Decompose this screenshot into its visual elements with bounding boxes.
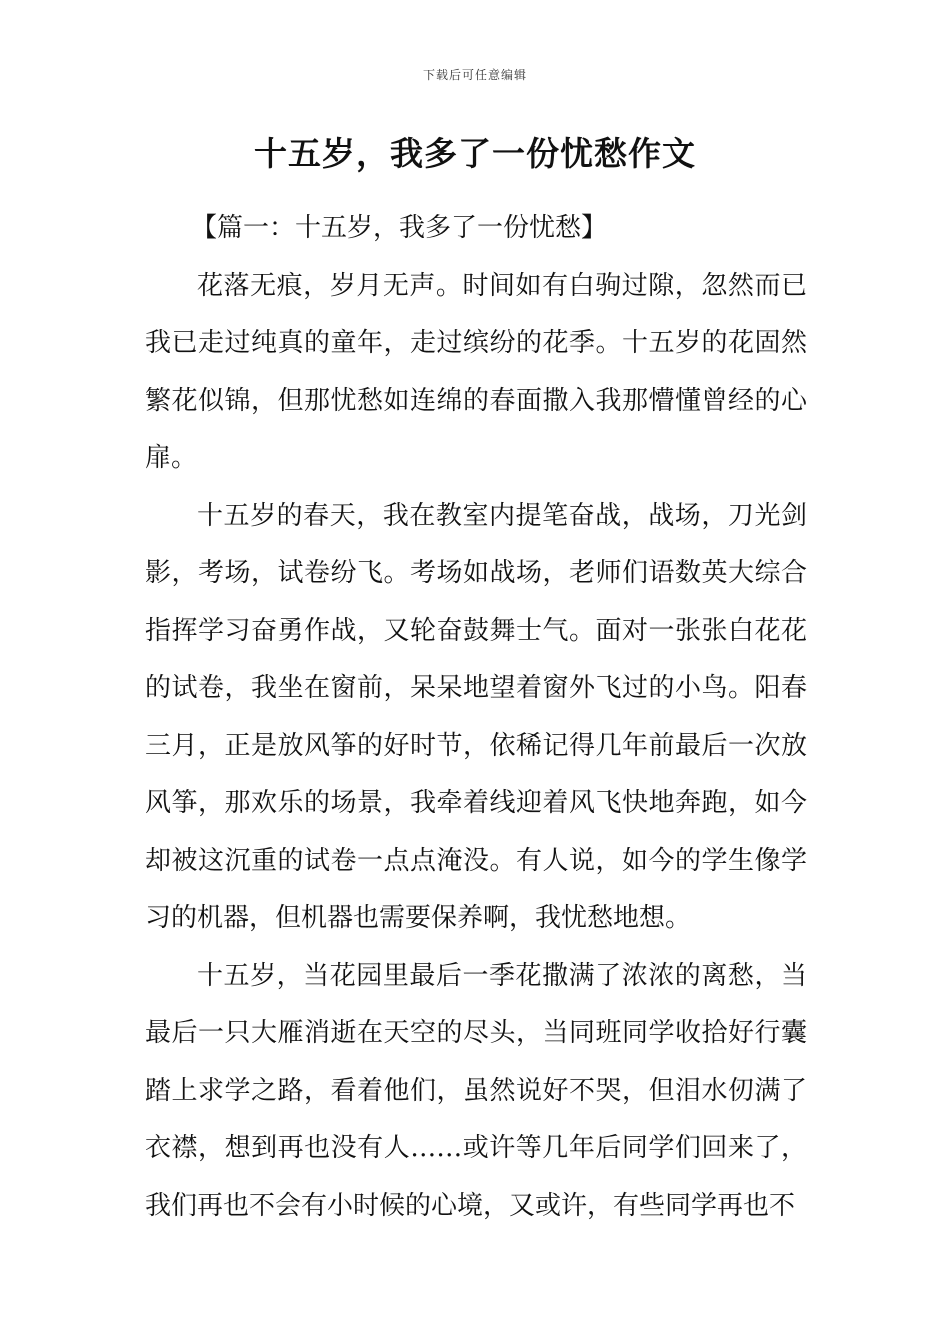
header-note: 下载后可任意编辑 — [422, 68, 527, 82]
paragraph-3: 十五岁，当花园里最后一季花撒满了浓浓的离愁，当最后一只大雁消逝在天空的尽头，当同班同学收拾好行囊踏上求学之路，看着他们，虽然说好不哭，但泪水仞满了衣襟，想到再也没有人……或许等几年后同学们回来了，我们再也不会有小时候的心境，又或许，有些同学再也不 — [145, 960, 807, 1221]
document-title: 十五岁，我多了一份忧愁作文 — [254, 134, 696, 173]
section-heading: 【篇一：十五岁，我多了一份忧愁】 — [191, 213, 608, 243]
paragraph-1: 花落无痕，岁月无声。时间如有白驹过隙，忽然而已我已走过纯真的童年，走过缤纷的花季。十五岁的花固然繁花似锦，但那忧愁如连绵的春面撒入我那懵懂曾经的心扉。 — [145, 270, 807, 473]
paragraph-2: 十五岁的春天，我在教室内提笔奋战，战场，刀光剑影，考场，试卷纷飞。考场如战场，老师们语数英大综合指挥学习奋勇作战，又轮奋鼓舞士气。面对一张张白花花的试卷，我坐在窗前，呆呆地望着窗外飞过的小鸟。阳春三月，正是放风筝的好时节，依稀记得几年前最后一次放风筝，那欢乐的场景，我牵着线迎着风飞快地奔跑，如今却被这沉重的试卷一点点淹没。有人说，如今的学生像学习的机器，但机器也需要保养啊，我忧愁地想。 — [145, 500, 807, 933]
document-body — [145, 200, 807, 1235]
